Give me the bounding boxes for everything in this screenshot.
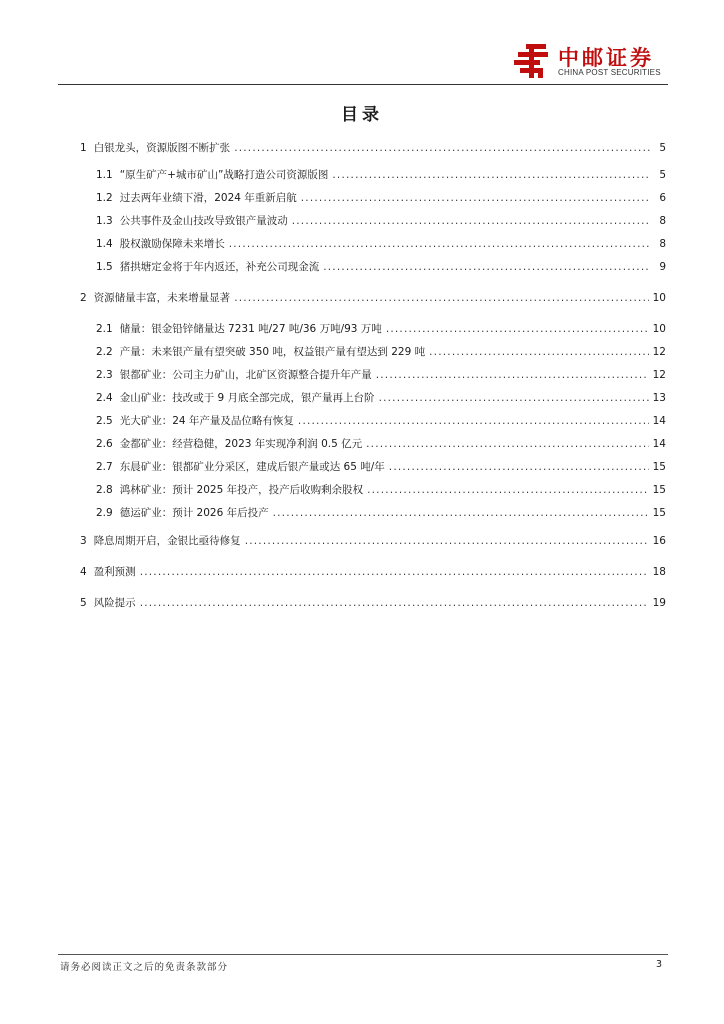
brand-logo <box>512 40 668 82</box>
toc-leader <box>376 367 649 383</box>
toc-leader <box>229 236 650 252</box>
page-title: 目录 <box>341 105 383 125</box>
toc-label: 金山矿业：技改或于 9 月底全部完成，银产量再上台阶 <box>119 392 375 404</box>
toc-page: 14 <box>652 415 666 427</box>
toc-number: 2.7 <box>96 461 113 473</box>
toc-number: 2.1 <box>96 323 113 335</box>
toc-label: 银都矿业：公司主力矿山，北矿区资源整合提升年产量 <box>119 369 372 381</box>
toc-number: 2.8 <box>96 484 113 496</box>
toc-leader <box>389 459 649 475</box>
toc-entry-1[interactable] <box>80 140 666 156</box>
toc-leader <box>273 505 649 521</box>
toc-label: 储量：银金铅锌储量达 7231 吨/27 吨/36 万吨/93 万吨 <box>119 323 382 335</box>
toc-leader <box>332 167 650 183</box>
brand-name-en: CHINA POST SECURITIES <box>558 68 661 77</box>
toc-entry-2-7[interactable] <box>96 459 666 475</box>
page-header <box>0 0 724 86</box>
toc-number: 2.3 <box>96 369 113 381</box>
toc-page: 13 <box>652 392 666 404</box>
footer-disclaimer: 请务必阅读正文之后的免责条款部分 <box>60 962 229 973</box>
toc-page: 15 <box>652 507 666 519</box>
toc-label: 产量：未来银产量有望突破 350 吨，权益银产量有望达到 229 吨 <box>119 346 426 358</box>
toc-page: 9 <box>659 261 666 273</box>
toc-leader <box>140 564 649 580</box>
toc-number: 1.2 <box>96 192 113 204</box>
toc-leader <box>140 595 649 611</box>
toc-entry-3[interactable] <box>80 533 666 549</box>
toc-entry-1-1[interactable] <box>96 167 666 183</box>
toc-label: 降息周期开启，金银比亟待修复 <box>93 535 241 547</box>
toc-page: 15 <box>652 484 666 496</box>
header-divider <box>58 84 668 85</box>
toc-leader <box>386 321 649 337</box>
toc-entry-2-9[interactable] <box>96 505 666 521</box>
toc-entry-2-6[interactable] <box>96 436 666 452</box>
toc-page: 10 <box>652 323 666 335</box>
toc-entry-1-2[interactable] <box>96 190 666 206</box>
toc-number: 3 <box>80 535 87 547</box>
toc-page: 18 <box>652 566 666 578</box>
toc-entry-2-1[interactable] <box>96 321 666 337</box>
toc-page: 8 <box>659 238 666 250</box>
toc-leader <box>429 344 648 360</box>
toc-label: “原生矿产+城市矿山”战略打造公司资源版图 <box>119 169 329 181</box>
toc-label: 风险提示 <box>93 597 136 609</box>
toc-page: 10 <box>652 292 666 304</box>
toc-number: 2.4 <box>96 392 113 404</box>
toc-label: 公共事件及金山技改导致银产量波动 <box>119 215 288 227</box>
toc-number: 2.5 <box>96 415 113 427</box>
toc-label: 东晨矿业：银都矿业分采区，建成后银产量或达 65 吨/年 <box>119 461 385 473</box>
toc-leader <box>366 436 648 452</box>
footer-divider <box>58 954 668 955</box>
toc-leader <box>234 140 650 156</box>
toc-page: 8 <box>659 215 666 227</box>
toc-entry-2-4[interactable] <box>96 390 666 406</box>
toc-entry-2-2[interactable] <box>96 344 666 360</box>
toc-number: 1 <box>80 142 87 154</box>
toc-page: 15 <box>652 461 666 473</box>
toc-leader <box>323 259 650 275</box>
footer-page-number: 3 <box>656 959 663 970</box>
toc-label: 光大矿业：24 年产量及品位略有恢复 <box>119 415 294 427</box>
toc-label: 猪拱塘定金将于年内返还，补充公司现金流 <box>119 261 320 273</box>
toc-entry-1-3[interactable] <box>96 213 666 229</box>
toc-label: 德运矿业：预计 2026 年后投产 <box>119 507 269 519</box>
toc-number: 1.1 <box>96 169 113 181</box>
toc-number: 1.5 <box>96 261 113 273</box>
toc-entry-2-8[interactable] <box>96 482 666 498</box>
toc-page: 14 <box>652 438 666 450</box>
toc-leader <box>245 533 649 549</box>
toc-label: 鸿林矿业：预计 2025 年投产，投产后收购剩余股权 <box>119 484 364 496</box>
toc-entry-4[interactable] <box>80 564 666 580</box>
toc-number: 2 <box>80 292 87 304</box>
china-post-logo-icon <box>512 40 552 80</box>
toc-label: 资源储量丰富，未来增量显著 <box>93 292 231 304</box>
toc-page: 16 <box>652 535 666 547</box>
toc-leader <box>379 390 649 406</box>
toc-page: 12 <box>652 346 666 358</box>
toc-number: 1.3 <box>96 215 113 227</box>
toc-entry-1-4[interactable] <box>96 236 666 252</box>
toc-entry-5[interactable] <box>80 595 666 611</box>
toc-page: 19 <box>652 597 666 609</box>
toc-leader <box>367 482 649 498</box>
toc-number: 2.9 <box>96 507 113 519</box>
toc-number: 4 <box>80 566 87 578</box>
toc-number: 2.6 <box>96 438 113 450</box>
toc-entry-2[interactable] <box>80 290 666 306</box>
toc-entry-2-3[interactable] <box>96 367 666 383</box>
toc-label: 金都矿业：经营稳健，2023 年实现净利润 0.5 亿元 <box>119 438 363 450</box>
toc-label: 过去两年业绩下滑，2024 年重新启航 <box>119 192 297 204</box>
toc-leader <box>234 290 648 306</box>
toc-entry-1-5[interactable] <box>96 259 666 275</box>
toc-page: 12 <box>652 369 666 381</box>
brand-name-cn: 中邮证券 <box>558 46 654 70</box>
toc-page: 5 <box>659 169 666 181</box>
toc-label: 股权激励保障未来增长 <box>119 238 225 250</box>
toc-page: 5 <box>659 142 666 154</box>
toc-leader <box>301 190 650 206</box>
toc-number: 5 <box>80 597 87 609</box>
toc-label: 白银龙头，资源版图不断扩张 <box>93 142 231 154</box>
toc-number: 2.2 <box>96 346 113 358</box>
toc-number: 1.4 <box>96 238 113 250</box>
toc-page: 6 <box>659 192 666 204</box>
toc-leader <box>298 413 649 429</box>
toc-leader <box>292 213 650 229</box>
toc-entry-2-5[interactable] <box>96 413 666 429</box>
toc-label: 盈利预测 <box>93 566 136 578</box>
